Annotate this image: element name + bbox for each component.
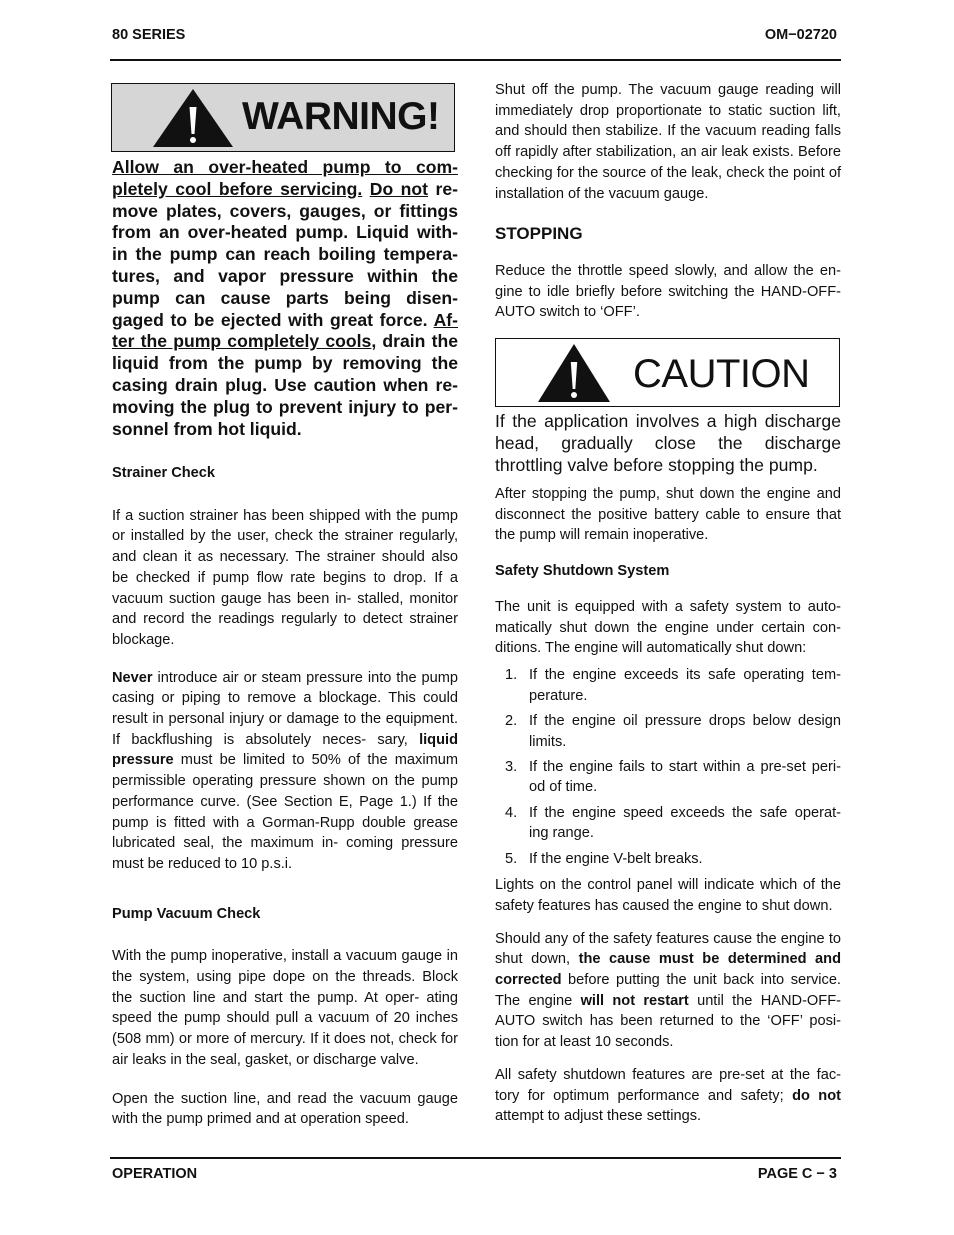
warning-seg-6: , drain the liquid from the pump by removing the casing drain plug. Use caution when re- moving the plug to prevent injury to per- sonnel from hot liquid. (112, 331, 458, 439)
all-text-1: All safety shutdown features are pre-set at the fac- tory for optimum performance and safety; (495, 1066, 841, 1104)
footer-page-number: PAGE C − 3 (757, 1166, 837, 1182)
warning-box (111, 83, 455, 152)
list-item-number: 3. (505, 758, 518, 775)
caution-triangle-icon (537, 343, 611, 403)
never-text-2: must be limited to 50% of the maximum permissible operating pressure shown on the pump performance curve. (See Section E, Page 1.) If the pump is fitted with a Gorman-Rupp double grease lubricated seal, the maximum in- coming pressure must be reduced to 10 p.s.i. (112, 752, 458, 872)
warning-seg-1: Allow an over-heated pump to com- pletely cool before servicing. (112, 157, 458, 199)
warning-label: WARNING! (242, 95, 440, 138)
vacuum-heading: Pump Vacuum Check (112, 905, 261, 922)
list-item-text: If the engine speed exceeds the safe operat- ing range. (529, 804, 841, 842)
vacuum-continued-paragraph: Shut off the pump. The vacuum gauge reading will immediately drop proportionate to static suction lift, and should then stabilize. If the vacuum reading falls off rapidly after stabilization, an air leak exists. Before checking for the source of the leak, check the point of installation of the vacuum gauge. (495, 82, 841, 202)
right-column-bottom (495, 410, 841, 1127)
list-item (495, 757, 841, 798)
should-text-1: Should any of the safety features cause the engine to shut down, (495, 930, 841, 968)
all-bold-1: do not (792, 1087, 841, 1104)
after-stopping-paragraph: After stopping the pump, shut down the engine and disconnect the positive battery cable to ensure that the pump will remain inoperative. (495, 486, 841, 544)
list-item-number: 2. (505, 712, 518, 729)
strainer-paragraph: If a suction strainer has been shipped with the pump or installed by the user, check the strainer regularly, and clean it as necessary. The strainer should also be checked if pump flow rate begins to drop. If a vacuum suction gauge has been in- stalled, monitor and record the readings regularly to detect strainer blockage. (112, 507, 458, 648)
list-item (495, 665, 841, 706)
list-item (495, 711, 841, 752)
should-paragraph (495, 929, 841, 1053)
vacuum-paragraph-1: With the pump inoperative, install a vacuum gauge in the system, using pipe dope on the threads. Block the suction line and start the pump. At oper- ating speed the pump should pull a vacuum of 20 inches (508 mm) or more of mercury. If it does not, check for air leaks in the seal, gasket, or discharge valve. (112, 948, 458, 1068)
safety-paragraph: The unit is equipped with a safety system to auto- matically shut down the engine under certain con- ditions. The engine will automatically shut down: (495, 598, 841, 657)
list-item-text: If the engine fails to start within a pre-set peri- od of time. (529, 758, 841, 796)
never-bold: Never (112, 669, 153, 686)
never-text-1: introduce air or steam pressure into the pump casing or piping to remove a blockage. This could result in personal injury or damage to the equipment. If backflushing is absolutely neces- sary, (112, 669, 458, 748)
list-item-number: 5. (505, 850, 518, 867)
lights-paragraph: Lights on the control panel will indicate which of the safety features has caused the engine to shut down. (495, 877, 841, 914)
warning-seg-2 (362, 179, 369, 199)
never-paragraph (112, 668, 458, 875)
header-rule (110, 59, 841, 61)
header-series: 80 SERIES (112, 27, 186, 43)
header-doc-number: OM−02720 (764, 27, 837, 43)
warning-triangle-icon (152, 88, 234, 148)
warning-text (112, 157, 458, 440)
warning-seg-3: Do not (369, 178, 429, 199)
should-bold-1: the cause must be determined and corrected (495, 951, 841, 989)
vacuum-paragraph-2: Open the suction line, and read the vacuum gauge with the pump primed and at operation speed. (112, 1090, 458, 1128)
left-column (112, 463, 458, 1130)
list-item (495, 803, 841, 844)
caution-box (495, 338, 840, 407)
right-column-top (495, 80, 841, 323)
list-item-number: 4. (505, 804, 518, 821)
stopping-paragraph: Reduce the throttle speed slowly, and allow the en- gine to idle briefly before switching the HAND-OFF- AUTO switch to ‘OFF’. (495, 262, 841, 321)
list-item-number: 1. (505, 666, 518, 683)
footer-rule (110, 1157, 841, 1159)
strainer-heading: Strainer Check (112, 465, 216, 481)
stopping-heading: STOPPING (495, 224, 583, 244)
should-bold-2: will not restart (580, 992, 689, 1009)
list-item-text: If the engine oil pressure drops below design limits. (529, 712, 841, 750)
should-text-2: before putting the unit back into service. The engine (495, 972, 841, 1009)
safety-heading: Safety Shutdown System (495, 563, 670, 580)
all-text-2: attempt to adjust these settings. (495, 1108, 702, 1125)
caution-text-block (495, 410, 841, 476)
should-text-3: until the HAND-OFF- AUTO switch has been returned to the ‘OFF’ posi- tion for at least 10 seconds. (495, 992, 841, 1051)
list-item-text: If the engine exceeds its safe operating tem- perature. (529, 666, 841, 704)
caution-label: CAUTION (633, 352, 810, 396)
caution-text: If the application involves a high discharge head, gradually close the discharge throttling valve before stopping the pump. (495, 411, 841, 475)
list-item-text: If the engine V-belt breaks. (529, 850, 703, 867)
warning-seg-4: re- move plates, covers, gauges, or fittings from an over-heated pump. Liquid with- in the pump can reach boiling tempera- tures, and vapor pressure within the pump can cause parts being disen- gaged to be ejected with great force. (112, 178, 458, 330)
never-bold-2: liquid pressure (112, 731, 458, 769)
footer-section: OPERATION (112, 1166, 198, 1182)
list-item (495, 849, 841, 870)
warning-seg-5: Af- ter the pump completely cools (112, 309, 458, 352)
shutdown-conditions-list (495, 665, 841, 869)
all-safety-paragraph (495, 1065, 841, 1127)
